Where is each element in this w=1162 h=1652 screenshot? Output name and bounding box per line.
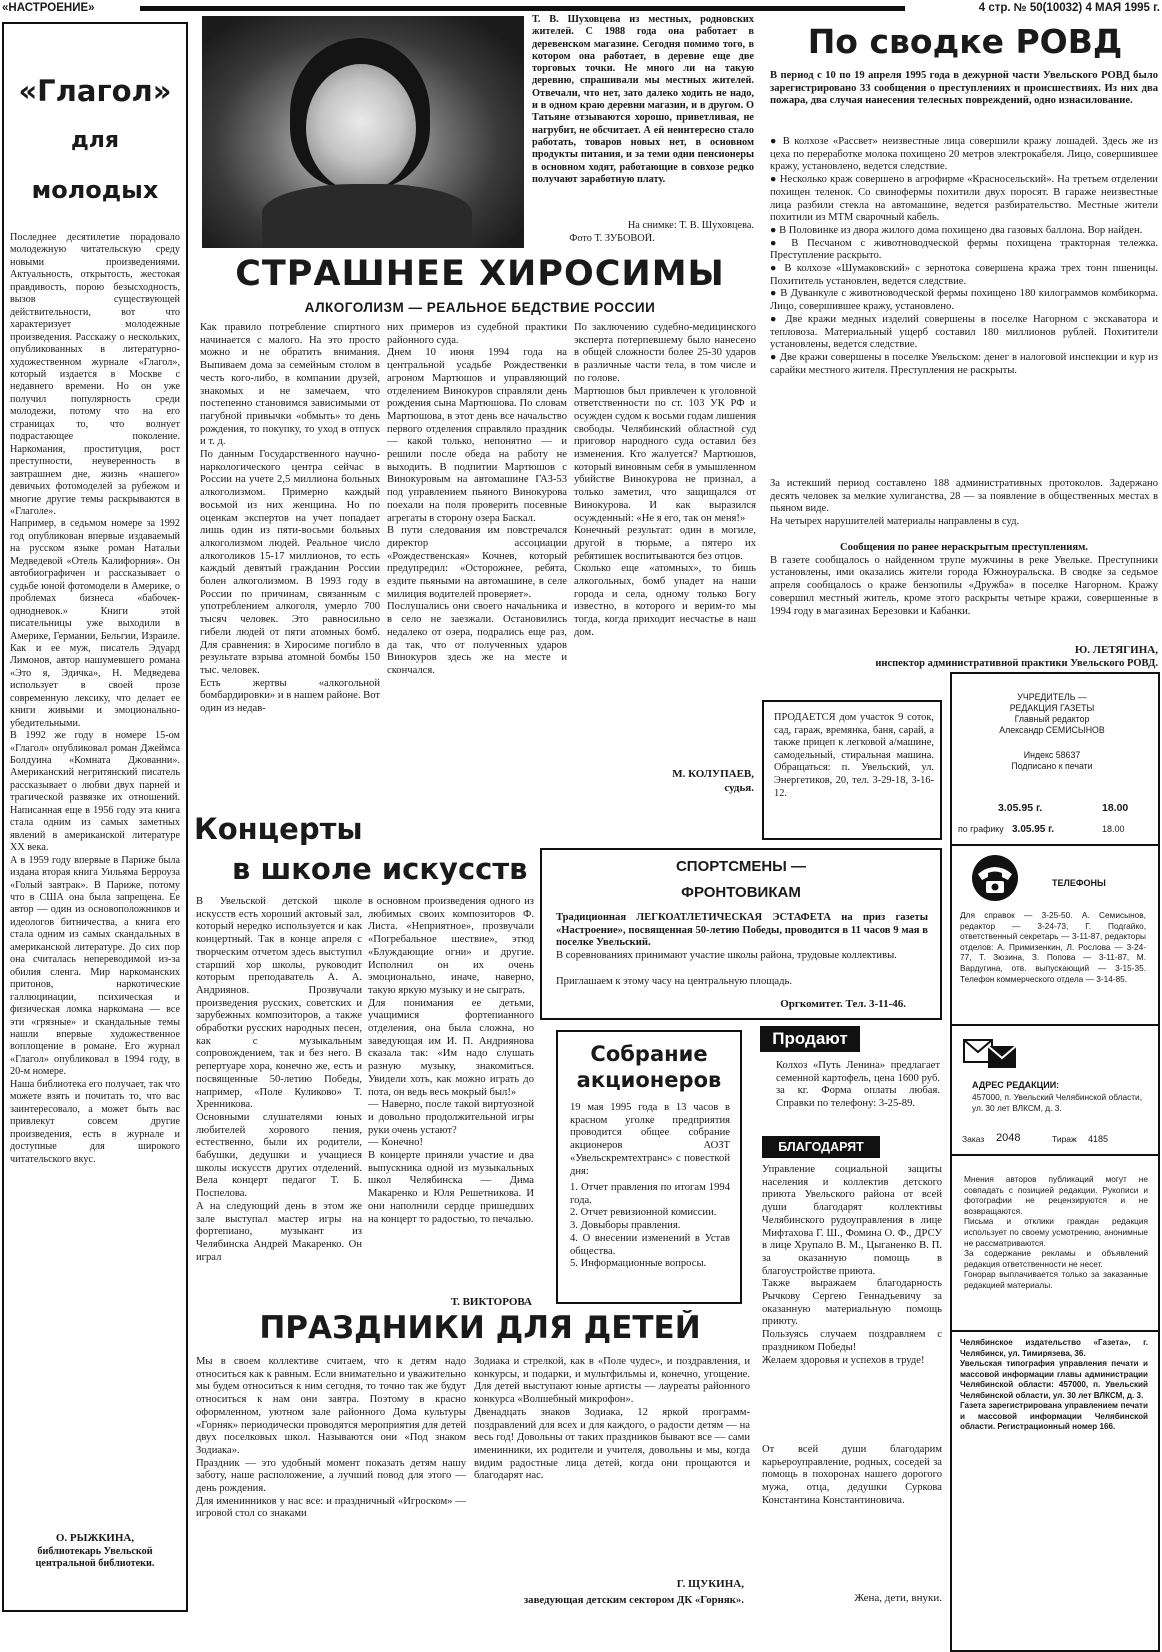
sportsmen-text-2: В соревнованиях принимают участие школы района, трудовые коллективы.	[556, 950, 897, 961]
rovd-item: ● Несколько краж совершено в агрофирме «Красносельский». На третьем отделении похищен теленок. Со свинофермы похитили двух поросят. В гараже неизвестные лица разбили стекла на автомашине, ведется разбирательство. Местные жители похитили из МТМ сварочный кабель.	[770, 174, 1158, 224]
imprint-column	[950, 672, 1160, 1652]
editorial-notice: Мнения авторов публикаций могут не совпадать с позицией редакции. Рукописи и фотографии не рецензируются и не возвращаются. Письма и отклики граждан редакция использует по своему усмотрению, анонимные не рассматриваются. За содержание рекламы и объявлений редакция ответственности не несет. Гонорар выплачивается только за заказанные редакцией материалы.	[964, 1174, 1148, 1290]
potato-sale-text: Колхоз «Путь Ленина» предлагает семенной картофель, цена 1600 руб. за кг. Форма оплаты любая. Справки по телефону: 3-25-89.	[776, 1060, 940, 1110]
rovd-item: ● В колхозе «Шумаковский» с зернотока совершена кража трех тонн пшеницы. Похититель установлен, ведется следствие.	[770, 263, 1158, 287]
hiroshima-title: СТРАШНЕЕ ХИРОСИМЫ	[235, 254, 725, 294]
founder-line-6: Подписано к печати	[1011, 761, 1093, 771]
bullet-icon: ●	[770, 237, 792, 249]
order-number: 2048	[996, 1132, 1021, 1144]
founder-line-2: РЕДАКЦИЯ ГАЗЕТЫ	[1009, 703, 1095, 713]
signed-time-2: 18.00	[1102, 824, 1125, 834]
sale-tag: Продают	[760, 1026, 860, 1052]
rovd-paragraph-2-text: В газете сообщалось о найденном трупе мужчины в реке Увельке. Преступники установлены, ими оказались жители города Южноуральска. В сводке за седьмое апреля сообщалось о краже бензопилы «Дружба» в поселке Нагорном. Кражу совершил местный житель, кроме этого раскрыты четыре кражи, совершенные в 1994 году в магазинах Березовки и Кабанки.	[770, 554, 1158, 617]
agenda-item: 5. Информационные вопросы.	[570, 1258, 707, 1270]
sportsmen-text-3: Приглашаем к этому часу на центральную площадь.	[556, 976, 792, 987]
sale-ad-text: ПРОДАЕТСЯ дом участок 9 соток, сад, гараж, времянка, баня, сарай, а также прицеп к легковой а/машине, самодельный, стиральная машина. Обращаться: п. Увельский, ул. Энергетиков, 20, тел. 3-29-18, 3-16-12.	[774, 712, 934, 799]
bullet-icon: ●	[770, 288, 781, 300]
agenda-item: 2. Отчет ревизионной комиссии.	[570, 1207, 717, 1219]
concerts-col-2: в основном произведения одного из любимых своих композиторов Ф. Листа. «Неприятное», прозвучали «Погребальное шествие», этюд «Блуждающие огни» и другие. Исполнил он их очень эмоционально, иначе, наверно, такую яркую музыку и не сыграть. Для понимания ее детьми, учащимися фортепианного отделения, она была сложна, но заведующая им И. П. Андриянова сказала так: «Им надо слушать разную музыку, знакомиться. Увидели хоть, как можно играть до пота, он ведь весь мокрый был!» — Наверно, после такой виртуозной и довольно продолжительной игры руки очень устают? — Конечно! В концерте приняли участие и два выпускника одной из музыкальных школ Челябинска — Дима Макаренко и Юля Решетникова. И они наполнили сердце пришедших на концерт то радостью, то печалью.	[368, 896, 534, 1225]
hiroshima-author: М. КОЛУПАЕВ,	[672, 768, 754, 780]
glagol-title-2: для	[70, 128, 119, 153]
holidays-col-1: Мы в своем коллективе считаем, что к детям надо относиться как к равным. Если внимательно и уважительно мы будем относиться к ним сегодня, то точно так же будут относиться к нам они завтра. Поэтому в красно оформленном, уютном зале районного Дома культуры «Горняк» периодически проводятся мероприятия для детей двух поселковых школ. Называются они «Под знаком Зодиака». Праздник — это удобный момент показать детям нашу заботу, наше расположение, а лучший повод для этого — день рождения. Для именинников у нас все: и праздничный «Игроском» — игровой стол со знаками	[196, 1356, 466, 1520]
phones-title: ТЕЛЕФОНЫ	[1052, 878, 1106, 888]
photo-credit: Фото Т. ЗУБОВОЙ.	[569, 233, 655, 244]
bullet-icon: ●	[770, 136, 783, 147]
concerts-title-1: Концерты	[194, 812, 363, 846]
rovd-item: ● Две кражи медных изделий совершены в поселке Нагорном с экскаватора и тепловоза. Материальный ущерб составил 180 миллионов рублей. Похитители установлены, ведется следствие.	[770, 313, 1158, 351]
holidays-author-role: заведующая детским сектором ДК «Горняк».	[523, 1594, 744, 1606]
masthead-left: «НАСТРОЕНИЕ»	[2, 2, 95, 14]
rovd-title: По сводке РОВД	[807, 22, 1123, 61]
envelope-icon	[962, 1034, 1020, 1072]
sportsmen-announcement	[540, 848, 942, 1020]
signed-time-1: 18.00	[1102, 802, 1129, 814]
glagol-title-3: молодых	[31, 176, 159, 204]
sportsmen-title-2: ФРОНТОВИКАМ	[681, 884, 801, 901]
concerts-col-1: В Увельской детской школе искусств есть хороший актовый зал, который нередко используется и как концертный. Так в конце апреля с творческим отчетом здесь выступил старший хор школы, руководит которым преподаватель А. А. Андриянов. Прозвучали произведения русских, советских и зарубежных композиторов, а также обработки русских народных песен, как с музыкальным сопровождением, так и без него. В репертуаре хора, конечно же, есть и посвященные 50-летию Победы, например, «Поле Куликово» Т. Хренникова. Основными слушателями юных любителей хорового пения, естественно, были их родители, бабушки, дедушки и учащиеся школы искусств других отделений. Вела концерт педагог Т. Б. Поспелова. А на следующий день в этом же зале выступал мастер игры на фортепиано, музыкант из Челябинска Андрей Макаренко. Он играл	[196, 896, 362, 1263]
rovd-paragraph-2	[770, 542, 1158, 634]
condolence-text: От всей души благодарим карьероуправление, родных, соседей за помощь в похоронах нашего дорогого мужа, отца, дедушки Суркова Константина Константиновича.	[762, 1444, 942, 1506]
meeting-title-2: акционеров	[576, 1068, 722, 1092]
sale-ad	[762, 700, 942, 840]
bullet-icon: ●	[770, 174, 780, 186]
signed-date-1: 3.05.95 г.	[998, 802, 1043, 814]
hiroshima-author-role: судья.	[724, 782, 754, 794]
concerts-author: Т. ВИКТОРОВА	[450, 1296, 532, 1308]
hiroshima-col-2: них примеров из судебной практики районного суда. Днем 10 июня 1994 года на центральной усадьбе Рождественки агроном Мартюшов и управляющий отделением Винокуров справляли день рождения сына Мартюшова. По словам Мартюшова, в этот день все начальство первого отделения справляло праздник — какой только, непонятно — и решили после обеда на работу не выходить. В подпитии Мартюшов с Винокуровым на автомашине ГАЗ-53 под управлением пьяного Винокурова поехали на поля проверить посевные агрегаты в сторону озера Баскал. В пути следования им повстречался директор ассоциации «Рождественская» Кочнев, который предупредил: «Осторожнее, ребята, ездите пьяными на автомашине, в селе милиция водителей проверяет». Послушались они своего начальника и в село не заезжали. Остановились недалеко от озера, подрались еще раз, да так, что от полученных ударов Винокуров здесь же на месте и скончался.	[387, 322, 567, 676]
rovd-author-role: инспектор административной практики Увельского РОВД.	[875, 658, 1158, 669]
telephone-icon	[966, 854, 1024, 902]
holidays-author: Г. ЩУКИНА,	[676, 1578, 744, 1590]
thanks-text: Управление социальной защиты населения и коллектив детского приюта Увельского района от всей души благодарят коллективы Челябинского рудоуправления в лице Мифтахова Г. Ш., Фомина О. Ф., ДРСУ в лице Хрупало В. М., Цыганенко В. П. за оказанную помощь в благоустройстве приюта. Также выражаем благодарность Рычкову Сергею Геннадьевичу за оказанную материальную помощь приюту. Пользуясь случаем поздравляем с праздником Победы! Желаем здоровья и успехов в труде!	[762, 1164, 942, 1366]
portrait-photo	[202, 16, 524, 248]
sportsmen-title-1: СПОРТСМЕНЫ —	[675, 858, 807, 875]
holidays-title: ПРАЗДНИКИ ДЛЯ ДЕТЕЙ	[259, 1310, 701, 1346]
glagol-title-1: «Глагол»	[18, 74, 172, 108]
photo-article-body: Т. В. Шуховцева из местных, родновских жителей. С 1988 года она работает в деревенском магазине. Сегодня помимо того, в котором она работает, в деревне еще две торговых точки. Не много ли на такую деревню, спрашивали мы местных жителей. Отвечали, что нет, зато далеко ходить не надо, и в одном краю деревни магазин, и в другом. О Татьяне отзываются хорошо, приветливая, не нагрубит, не обсчитает. А ей неинтересно стало работать, товаров новых нет, в основном продукты питания, и за теми одни пенсионеры в основном ходят, работающие в совхозе редко получают заработную плату.	[532, 14, 754, 185]
address-title: АДРЕС РЕДАКЦИИ:	[972, 1080, 1060, 1090]
glagol-article	[2, 22, 188, 1612]
rovd-item: ● В Песчаном с животноводческой фермы похищена тракторная тележка. Преступление раскрыто.	[770, 237, 1158, 262]
phones-text: Для справок — 3-25-50. А. Семисынов, редактор — 3-24-73, Г. Подгайко, ответственный секретарь — 3-11-87, редакторы отделов: А. Примизенкин, Л. Рослова — 3-24-77, Т. Зюзина, З. Попова — 3-11-87, М. Вардугина, отв. выпускающий — 3-15-35. Телефон коммерческого отдела — 3-14-85.	[960, 910, 1146, 984]
bullet-icon: ●	[770, 313, 786, 325]
masthead-right: 4 стр. № 50(10032) 4 МАЯ 1995 г.	[978, 2, 1160, 14]
meeting-agenda	[570, 1182, 730, 1302]
rovd-items	[770, 136, 1158, 476]
founder-line-4: Александр СЕМИСЫНОВ	[999, 725, 1105, 735]
rovd-item: ● В колхозе «Рассвет» неизвестные лица совершили кражу лошадей. Здесь же из цеха по переработке молока похищено 20 метров электрокабеля. Лицо, совершившее кражу, установлено, ведется следствие.	[770, 136, 1158, 173]
bullet-icon: ●	[770, 351, 780, 363]
meeting-intro: 19 мая 1995 года в 13 часов в красном уголке предприятия проводится общее собрание акционеров АОЗТ «Увельскремтехтранс» с повесткой дня:	[570, 1102, 730, 1177]
meeting-title-1: Собрание	[590, 1042, 708, 1066]
hiroshima-col-1: Как правило потребление спиртного начинается с малого. На это просто можно и не обратить внимания. Выпиваем дома за семейным столом в честь кого-либо, в компании друзей, знакомых и не замечаем, что постепенно становимся зависимыми от пагубной привычки «обмыть» то день рождения, то покупку, то уход в отпуск и т. д. По данным Государственного научно-наркологического центра сейчас в России на учете 2,5 миллиона больных алкоголизмом. Примерно каждый восьмой из них женщина. Но по оценкам экспертов на учет попадает лишь один из пяти-восьми больных алкоголизмом людей. Реальное число алкоголиков 15-17 миллионов, то есть каждый девятый гражданин России болен алкоголизмом. В 1993 году в России по причинам, связанным с употреблением алкоголя, умерло 700 тысяч человек. Это равносильно гибели людей от пяти атомных бомб. Для сравнения: в Хиросиме погибло в результате взрыва атомной бомбы 150 тыс. человек. Есть жертвы «алкогольной бомбардировки» и в нашем районе. Вот один из недав-	[200, 322, 380, 715]
run-label: Тираж	[1052, 1134, 1077, 1144]
sportsmen-sign: Оргкомитет. Тел. 3-11-46.	[780, 998, 906, 1010]
condolence-sign: Жена, дети, внуки.	[854, 1592, 942, 1604]
printer-info: Челябинское издательство «Газета», г. Челябинск, ул. Тимирязева, 36. Увельская типография управления печати и массовой информации главы администрации Челябинской области: 457000, п. Увельский Челябинской области, ул. 30 лет ВЛКСМ, д. 3. Газета зарегистрирована управлением печати и массовой информации Челябинской области. Регистрационный номер 166.	[960, 1338, 1148, 1431]
shareholders-meeting	[556, 1030, 742, 1304]
holidays-col-2: Зодиака и стрелкой, как в «Поле чудес», и поздравления, и конкурсы, и подарки, и мультфильмы и, конечно, угощение. Для детей выступают юные артисты — лауреаты районного конкурса «Волшебный микрофон». Двенадцать знаков Зодиака, 12 яркой программ-поздравлений для всех и для каждого, о радости детям — на весь год! Довольны от таких праздников бывают все — сами именинники, их родители и учителя, довольны и мы, когда видим радостные лица детей, когда они прощаются и благодарят нас.	[474, 1356, 750, 1482]
agenda-item: 3. Довыборы правления.	[570, 1220, 681, 1232]
glagol-author-role: библиотекарь Увельской центральной библиотеки.	[35, 1546, 155, 1569]
rovd-item: ● В Дуванкуле с животноводческой фермы похищено 180 килограммов комбикорма. Лицо, совершившее кражу, установлено.	[770, 288, 1158, 313]
founder-line-5: Индекс 58637	[1023, 750, 1081, 760]
rovd-item: ● Две кражи совершены в поселке Увельском: денег в налоговой инспекции и кур из сарайки местного жителя. Преступления не раскрыты.	[770, 351, 1158, 376]
sportsmen-text-1: Традиционная ЛЕГКОАТЛЕТИЧЕСКАЯ ЭСТАФЕТА на приз газеты «Настроение», посвященная 50-летию Победы, проводится в 11 часов 9 мая в поселке Увельский.	[556, 912, 928, 949]
signed-label-2: по графику	[958, 824, 1004, 834]
signed-date-2: 3.05.95 г.	[1012, 824, 1055, 835]
photo-caption: На снимке: Т. В. Шуховцева.	[627, 220, 754, 231]
bullet-icon: ●	[770, 224, 780, 236]
agenda-item: 4. О внесении изменений в Устав общества.	[570, 1232, 730, 1257]
rovd-paragraph-2-head: Сообщения по ранее нераскрытым преступлениям.	[840, 542, 1088, 553]
address-text: 457000, п. Увельский Челябинской области, ул. 30 лет ВЛКСМ, д. 3.	[972, 1092, 1142, 1113]
agenda-item: 1. Отчет правления по итогам 1994 года.	[570, 1182, 730, 1206]
rovd-item: ● В Половинке из двора жилого дома похищено два газовых баллона. Вор найден.	[770, 224, 1143, 236]
founder-line-3: Главный редактор	[1014, 714, 1090, 724]
thanks-tag: БЛАГОДАРЯТ	[762, 1136, 880, 1158]
concerts-title-2: в школе искусств	[232, 852, 528, 886]
hiroshima-col-3: По заключению судебно-медицинского эксперта потерпевшему было нанесено в общей сложности более 25-30 ударов в различные части тела, в том числе и по голове. Мартюшов был привлечен к уголовной ответственности по ст. 103 УК РФ и осужден судом к восьми годам лишения свободы. Челябинский областной суд приговор народного суда оставил без изменения. Кто жалуется? Мартюшов, который виновным себя в умышленном убийстве Винокурова не признал, а только заметил, что защищался от Винокурова. И как выразился осужденный: «Не я его, так он меня!» Конечный результат: один в могиле, другой в тюрьме, а пятеро их ребятишек воспитываются без отцов. Сколько еще «атомных», то бишь алкогольных, бомб упадет на наши города и села, одному только Богу известно, в которого и верим-то мы тогда, когда приходит несчастье в наш дом.	[574, 322, 756, 638]
run-number: 4185	[1088, 1134, 1109, 1144]
rovd-paragraph-1: За истекший период составлено 188 административных протоколов. Задержано десять человек за мелкие хулиганства, 28 — за появление в общественных местах в пьяном виде. На четырех нарушителей материалы направлены в суд.	[770, 478, 1158, 528]
hiroshima-subtitle: АЛКОГОЛИЗМ — РЕАЛЬНОЕ БЕДСТВИЕ РОССИИ	[304, 300, 656, 315]
founder-line-1: УЧРЕДИТЕЛЬ —	[1017, 692, 1087, 702]
order-label: Заказ	[962, 1134, 985, 1144]
rovd-intro: В период с 10 по 19 апреля 1995 года в дежурной части Увельского РОВД было зарегистрировано 33 сообщения о преступлениях и происшествиях. Из них два пожара, два случая нанесения телесных повреждений, одно изнасилование.	[770, 70, 1158, 107]
masthead-rule	[140, 6, 905, 11]
rovd-author: Ю. ЛЕТЯГИНА,	[1074, 644, 1158, 656]
bullet-icon: ●	[770, 263, 785, 275]
glagol-author: О. РЫЖКИНА,	[55, 1532, 135, 1544]
glagol-body: Последнее десятилетие порадовало молодежную читательскую среду новыми произведениями. Актуальность, открытость, жестокая правдивость, порою безысходность, вызов существующей действительности, вот что характеризует молодежные произведения. Расскажу о нескольких, опубликованных в литературно-художественном журнале «Глагол», который издается в Москве с недавнего времени. Но он уже получил популярность среди молодежи, потому что на его страницах то, что волнует подрастающее поколение. Наркомания, проституция, рост преступности, неуверенность в завтрашнем дне, жизнь «нашего» девичьих фотомоделей за рубежом и многие другие темы раскрываются в «Глаголе». Например, в седьмом номере за 1992 год опубликован впервые издаваемый на русском языке роман Натальи Медведевой «Отель Калифорния». Он автобиографичен и рассказывает о судьбе юной фотомодели в Америке, о проблемах бизнеса «бабочек-однодневок.» Книги этой писательницы уже выходили в Америке, Германии, Бельгии, Израиле. Как и ее муж, писатель Эдуард Лимонов, автор нашумевшего романа «Это я, Эдичка», Н. Медведева использует в своей прозе современную лексику, что делает ее книги живыми и эмоционально-убедительными. В 1992 же году в номере 15-ом «Глагол» опубликовал роман Джеймса Болдуина «Комната Джованни». Американский негритянский писатель рассказывает о любви двух парней и трагической развязке их отношений. Написанная еще в 1956 году эта книга стала одним из самых заметных явлений в американской литературе XX века. А в 1959 году впервые в Париже была издана вторая книга Уильяма Берроуза «Голый завтрак». В Париже, потому что в США она была запрещена. Ее автор — один из основоположников и идеологов битничества, а книга его стала одним из самых скандальных в американской литературе. До сих пор она считалась непереводимой из-за обилия сленга. Мир наркоманских притонов, наркотические галлюцинации, психическая и физическая ломка наркомана — все эти «грязные» и скандальные темы нашли впервые художественное воплощение в романе. Его журнал «Глагол» опубликовал в 1994 году, в 20-м номере. Наша библиотека его получает, так что можете взять и почитать то, что вас заинтересовало, а может быть вас привлекут совсем другие произведения, есть в журнале и доступные для широкого читательского вкус.	[10, 232, 180, 1165]
